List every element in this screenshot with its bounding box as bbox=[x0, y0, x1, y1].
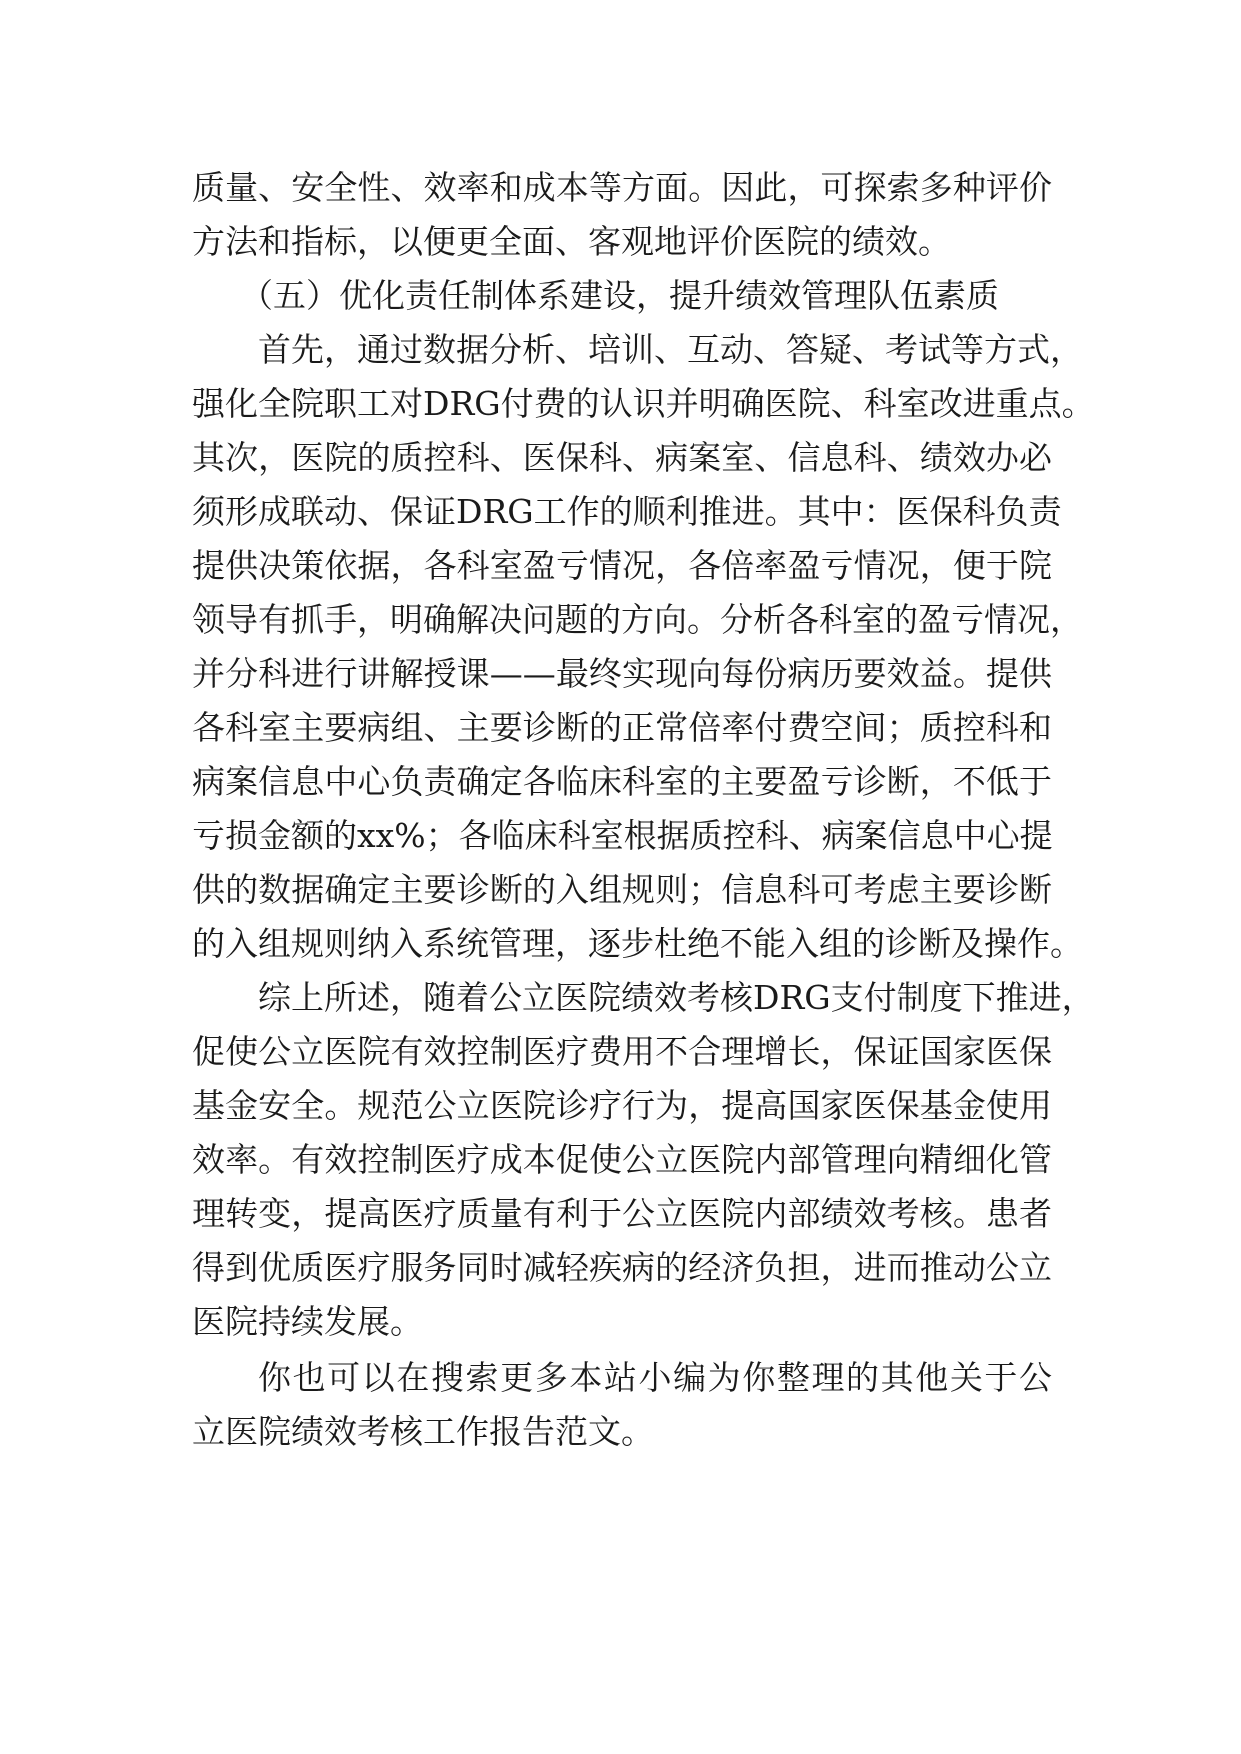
text-line: 方法和指标，以便更全面、客观地评价医院的绩效。 bbox=[192, 222, 951, 261]
text-line: 并分科进行讲解授课——最终实现向每份病历要效益。提供 bbox=[192, 654, 1052, 693]
text-line: 的入组规则纳入系统管理，逐步杜绝不能入组的诊断及操作。 bbox=[192, 924, 1083, 963]
text-line: 提供决策依据，各科室盈亏情况，各倍率盈亏情况，便于院 bbox=[192, 546, 1052, 585]
text-line: 质量、安全性、效率和成本等方面。因此，可探索多种评价 bbox=[192, 168, 1052, 207]
text-line: 其次，医院的质控科、医保科、病案室、信息科、绩效办必 bbox=[192, 438, 1052, 477]
text-line: 理转变，提高医疗质量有利于公立医院内部绩效考核。患者 bbox=[192, 1194, 1052, 1233]
text-line: 首先，通过数据分析、培训、互动、答疑、考试等方式， bbox=[258, 330, 1083, 369]
text-line: 立医院绩效考核工作报告范文。 bbox=[192, 1412, 654, 1451]
text-line: 亏损金额的xx%；各临床科室根据质控科、病案信息中心提 bbox=[192, 816, 1053, 855]
text-line: 供的数据确定主要诊断的入组规则；信息科可考虑主要诊断 bbox=[192, 870, 1052, 909]
section-heading: （五）优化责任制体系建设，提升绩效管理队伍素质 bbox=[240, 276, 999, 315]
text-line: 领导有抓手，明确解决问题的方向。分析各科室的盈亏情况， bbox=[192, 600, 1083, 639]
text-line: 你也可以在搜索更多本站小编为你整理的其他关于公 bbox=[258, 1358, 1052, 1397]
text-line: 综上所述，随着公立医院绩效考核DRG支付制度下推进， bbox=[258, 978, 1095, 1017]
text-line: 基金安全。规范公立医院诊疗行为，提高国家医保基金使用 bbox=[192, 1086, 1052, 1125]
text-line: 病案信息中心负责确定各临床科室的主要盈亏诊断，不低于 bbox=[192, 762, 1052, 801]
text-line: 须形成联动、保证DRG工作的顺利推进。其中：医保科负责 bbox=[192, 492, 1062, 531]
text-line: 各科室主要病组、主要诊断的正常倍率付费空间；质控科和 bbox=[192, 708, 1052, 747]
text-line: 效率。有效控制医疗成本促使公立医院内部管理向精细化管 bbox=[192, 1140, 1052, 1179]
text-line: 强化全院职工对DRG付费的认识并明确医院、科室改进重点。 bbox=[192, 384, 1095, 423]
text-line: 医院持续发展。 bbox=[192, 1302, 423, 1341]
text-line: 促使公立医院有效控制医疗费用不合理增长，保证国家医保 bbox=[192, 1032, 1052, 1071]
text-line: 得到优质医疗服务同时减轻疾病的经济负担，进而推动公立 bbox=[192, 1248, 1052, 1287]
